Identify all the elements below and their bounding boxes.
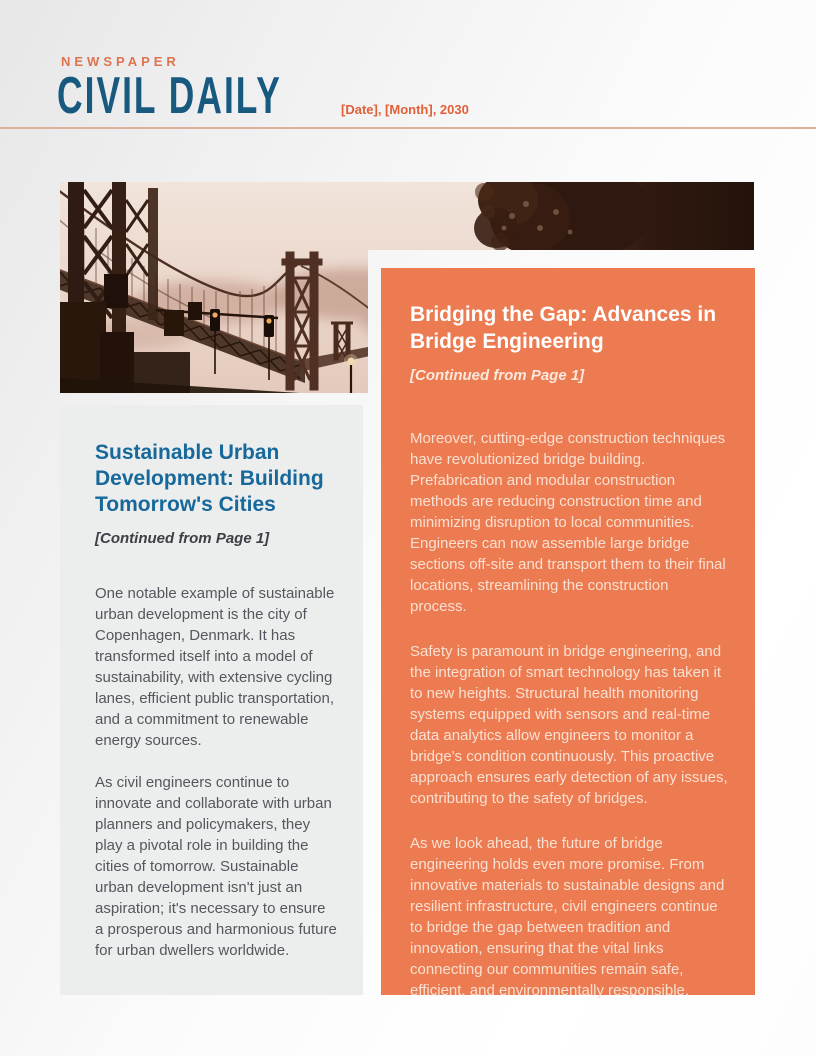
masthead-kicker: NEWSPAPER bbox=[61, 54, 180, 69]
article-bridging-the-gap bbox=[381, 268, 755, 999]
left-article-paragraph: As civil engineers continue to innovate and collaborate with urban planners and policymakers, they play a pivotal role in building the cities of tomorrow. Sustainable urban development isn't just an aspiration; it's necessary to ensure a prosperous and harmonious future for urban dwellers worldwide. bbox=[95, 774, 337, 959]
masthead-divider bbox=[0, 127, 816, 129]
right-article-title: Bridging the Gap: Advances in Bridge Engineering bbox=[410, 303, 717, 353]
right-continued-note: [Continued from Page 1] bbox=[410, 367, 585, 384]
right-article-paragraph: Safety is paramount in bridge engineering, and the integration of smart technology has taken it to new heights. Structural health monitoring systems equipped with sensors and real-time data analytics allow engineers to monitor a bridge's condition continuously. This proactive approach ensures early detection of any issues, contributing to the safety of bridges. bbox=[410, 643, 728, 807]
right-article-paragraph: As we look ahead, the future of bridge engineering holds even more promise. From innovative materials to sustainable designs and resilient infrastructure, civil engineers continue to bridge the gap between tradition and innovation, ensuring that the vital links connecting our communities remain safe, efficient, and environmentally responsible. bbox=[410, 835, 725, 999]
masthead-dateline: [Date], [Month], 2030 bbox=[341, 102, 469, 117]
left-article-title: Sustainable Urban Development: Building Tomorrow's Cities bbox=[95, 441, 324, 516]
left-article-paragraph: One notable example of sustainable urban development is the city of Copenhagen, Denmark. It has transformed itself into a model of sustainability, with extensive cycling lanes, efficient public transportation, and a commitment to renewable energy sources. bbox=[95, 585, 335, 749]
article-sustainable-urban bbox=[60, 405, 363, 995]
left-continued-note: [Continued from Page 1] bbox=[95, 530, 270, 547]
masthead-title: CIVIL DAILY bbox=[57, 67, 282, 125]
right-article-paragraph: Moreover, cutting-edge construction techniques have revolutionized bridge building. Prefabrication and modular construction methods are reducing construction time and minimizing disruption to local communities. Engineers can now assemble large bridge sections off-site and transport them to their final locations, streamlining the construction process. bbox=[410, 430, 726, 615]
